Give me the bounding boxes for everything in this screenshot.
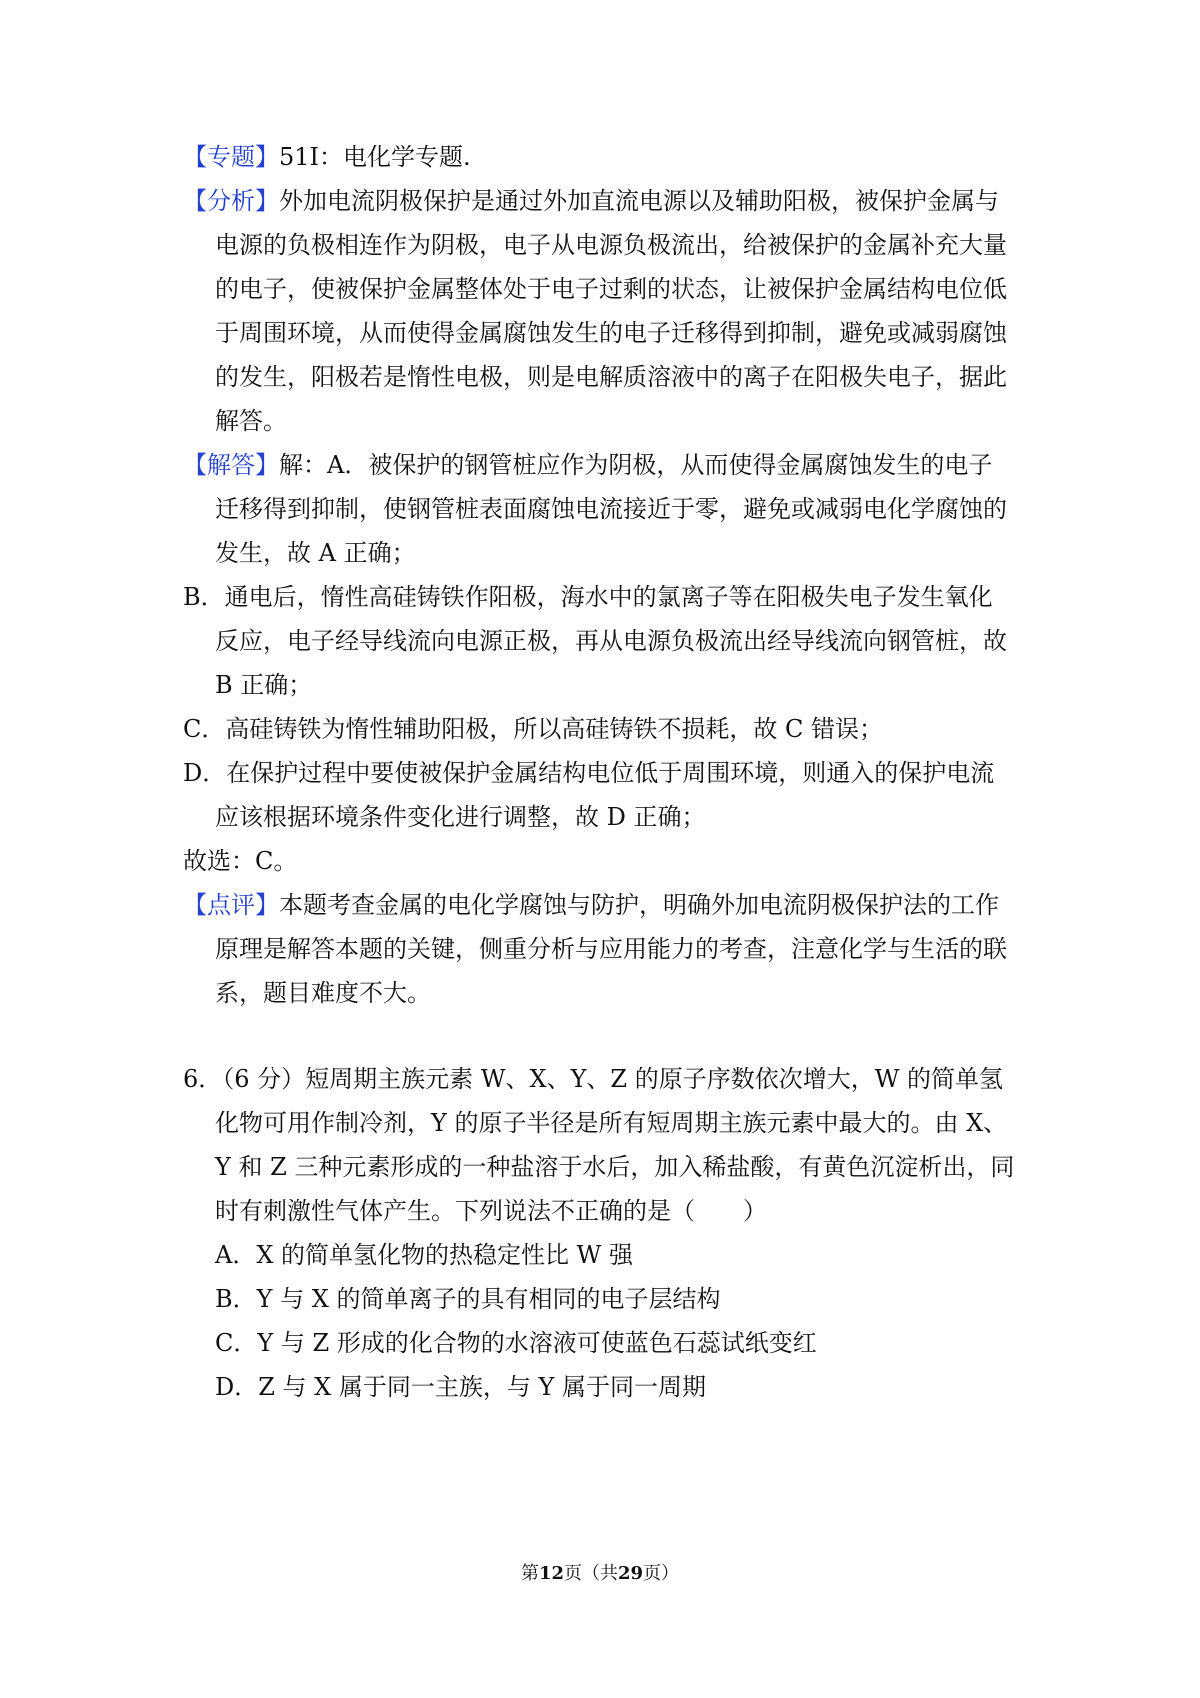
answer-option-b-line-1: B．通电后，惰性高硅铸铁作阳极，海水中的氯离子等在阳极失电子发生氧化 [183,583,993,611]
analysis-text: 外加电流阴极保护是通过外加直流电源以及辅助阳极，被保护金属与 [279,187,999,215]
answer-option-b-line-3: B 正确； [215,671,313,699]
page-number: 12 [538,1563,564,1584]
comment-tag: 【点评】 [183,891,279,919]
answer-option-d-line-2: 应该根据环境条件变化进行调整，故 D 正确； [215,803,706,831]
analysis-line-5: 的发生，阳极若是惰性电极，则是电解质溶液中的离子在阳极失电子，据此 [215,363,1007,391]
comment-line-3: 系，题目难度不大。 [215,979,431,1007]
question-text: 短周期主族元素 W、X、Y、Z 的原子序数依次增大，W 的简单氢 [305,1065,1004,1093]
question-option-b: B．Y 与 X 的简单离子的具有相同的电子层结构 [215,1285,721,1313]
footer-middle: 页（共 [564,1563,618,1584]
answer-tag: 【解答】 [183,451,279,479]
comment-text: 本题考查金属的电化学腐蚀与防护，明确外加电流阴极保护法的工作 [279,891,999,919]
comment-line-2: 原理是解答本题的关键，侧重分析与应用能力的考查，注意化学与生活的联 [215,935,1007,963]
analysis-line-4: 于周围环境，从而使得金属腐蚀发生的电子迁移得到抑制，避免或减弱腐蚀 [215,319,1007,347]
analysis-line-3: 的电子，使被保护金属整体处于电子过剩的状态，让被保护金属结构电位低 [215,275,1007,303]
analysis-line-2: 电源的负极相连作为阴极，电子从电源负极流出，给被保护的金属补充大量 [215,231,1007,259]
footer-suffix: 页） [643,1563,680,1584]
question-line-2: 化物可用作制冷剂，Y 的原子半径是所有短周期主族元素中最大的。由 X、 [215,1109,1008,1137]
topic-text: 51I：电化学专题. [279,143,471,171]
answer-option-d-line-1: D．在保护过程中要使被保护金属结构电位低于周围环境，则通入的保护电流 [183,759,995,787]
topic-line [183,140,471,174]
page-footer [0,1562,1200,1586]
page-total: 29 [618,1563,644,1584]
analysis-line-6: 解答。 [215,407,287,435]
question-line-1 [183,1062,1003,1096]
answer-line-1 [183,448,992,482]
question-number: 6． [183,1065,223,1093]
answer-line-2: 迁移得到抑制，使钢管桩表面腐蚀电流接近于零，避免或减弱电化学腐蚀的 [215,495,1007,523]
question-line-3: Y 和 Z 三种元素形成的一种盐溶于水后，加入稀盐酸，有黄色沉淀析出，同 [215,1153,1015,1181]
analysis-tag: 【分析】 [183,187,279,215]
question-option-a: A．X 的简单氢化物的热稳定性比 W 强 [215,1241,633,1269]
answer-choice: 故选：C。 [183,847,298,875]
question-score: （6 分） [222,1065,306,1093]
comment-line-1 [183,888,999,922]
question-line-4: 时有刺激性气体产生。下列说法不正确的是（ ） [215,1197,767,1225]
footer-prefix: 第 [520,1563,539,1584]
answer-text: 解：A．被保护的钢管桩应作为阴极，从而使得金属腐蚀发生的电子 [279,451,993,479]
question-option-c: C．Y 与 Z 形成的化合物的水溶液可使蓝色石蕊试纸变红 [215,1329,817,1357]
answer-line-3: 发生，故 A 正确； [215,539,416,567]
answer-option-c: C．高硅铸铁为惰性辅助阳极，所以高硅铸铁不损耗，故 C 错误； [183,715,883,743]
answer-option-b-line-2: 反应，电子经导线流向电源正极，再从电源负极流出经导线流向钢管桩，故 [215,627,1007,655]
topic-tag: 【专题】 [183,143,279,171]
question-option-d: D．Z 与 X 属于同一主族，与 Y 属于同一周期 [215,1373,706,1401]
analysis-line-1 [183,184,999,218]
